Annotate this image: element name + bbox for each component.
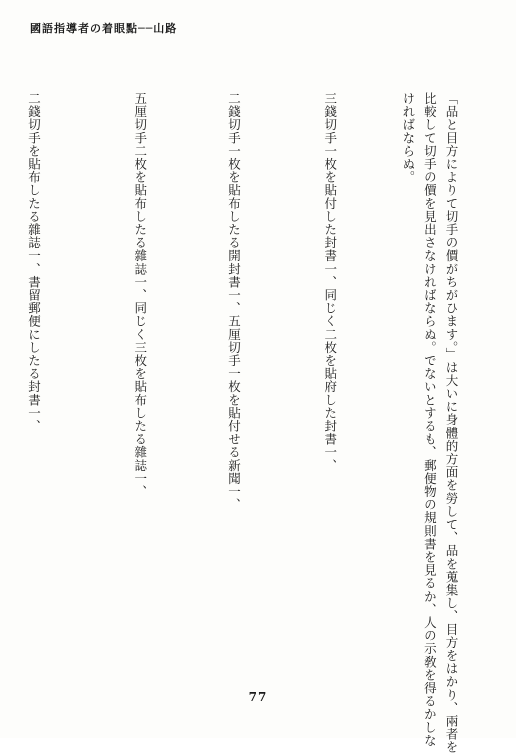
stamp-list-line (295, 92, 398, 652)
stamp-item: 同じく三枚を貼布したる雜誌一、 (132, 301, 148, 499)
stamp-item: 二錢切手を貼布したる雜誌一、 (26, 92, 42, 276)
running-header: 國語指導者の着眼點──山路 (30, 22, 178, 35)
stamp-list-line (0, 92, 107, 652)
text-line: 「品と目方によりて切手の價がちがひます。」は大いに身體的方面を勞して、品を蒐集し、目方をはかり、兩者を (444, 92, 459, 754)
stamp-list-line (205, 92, 295, 652)
stamp-item: 書留郵便にしたる封書一、 (26, 275, 42, 433)
stamp-item: 五厘切手一枚を貼付せる新聞一、 (226, 314, 242, 512)
stamp-item: 同じく二枚を貼府した封書一、 (322, 288, 338, 472)
text-line: ければならぬ。 (400, 92, 416, 184)
page-number: 77 (248, 690, 268, 704)
stamp-item: 二錢切手一枚を貼布したる開封書一、 (226, 92, 242, 315)
text-line: 比較して切手の價を見出さなければならぬ。でないとするも、郵便物の規則書を見るか、人の示敎を得るかしな (422, 92, 438, 747)
stamp-item: 三錢切手一枚を貼付した封書一、 (322, 92, 338, 289)
stamp-item: 五厘切手二枚を貼布したる雜誌一、 (132, 92, 148, 302)
stamp-list-line (107, 92, 205, 652)
